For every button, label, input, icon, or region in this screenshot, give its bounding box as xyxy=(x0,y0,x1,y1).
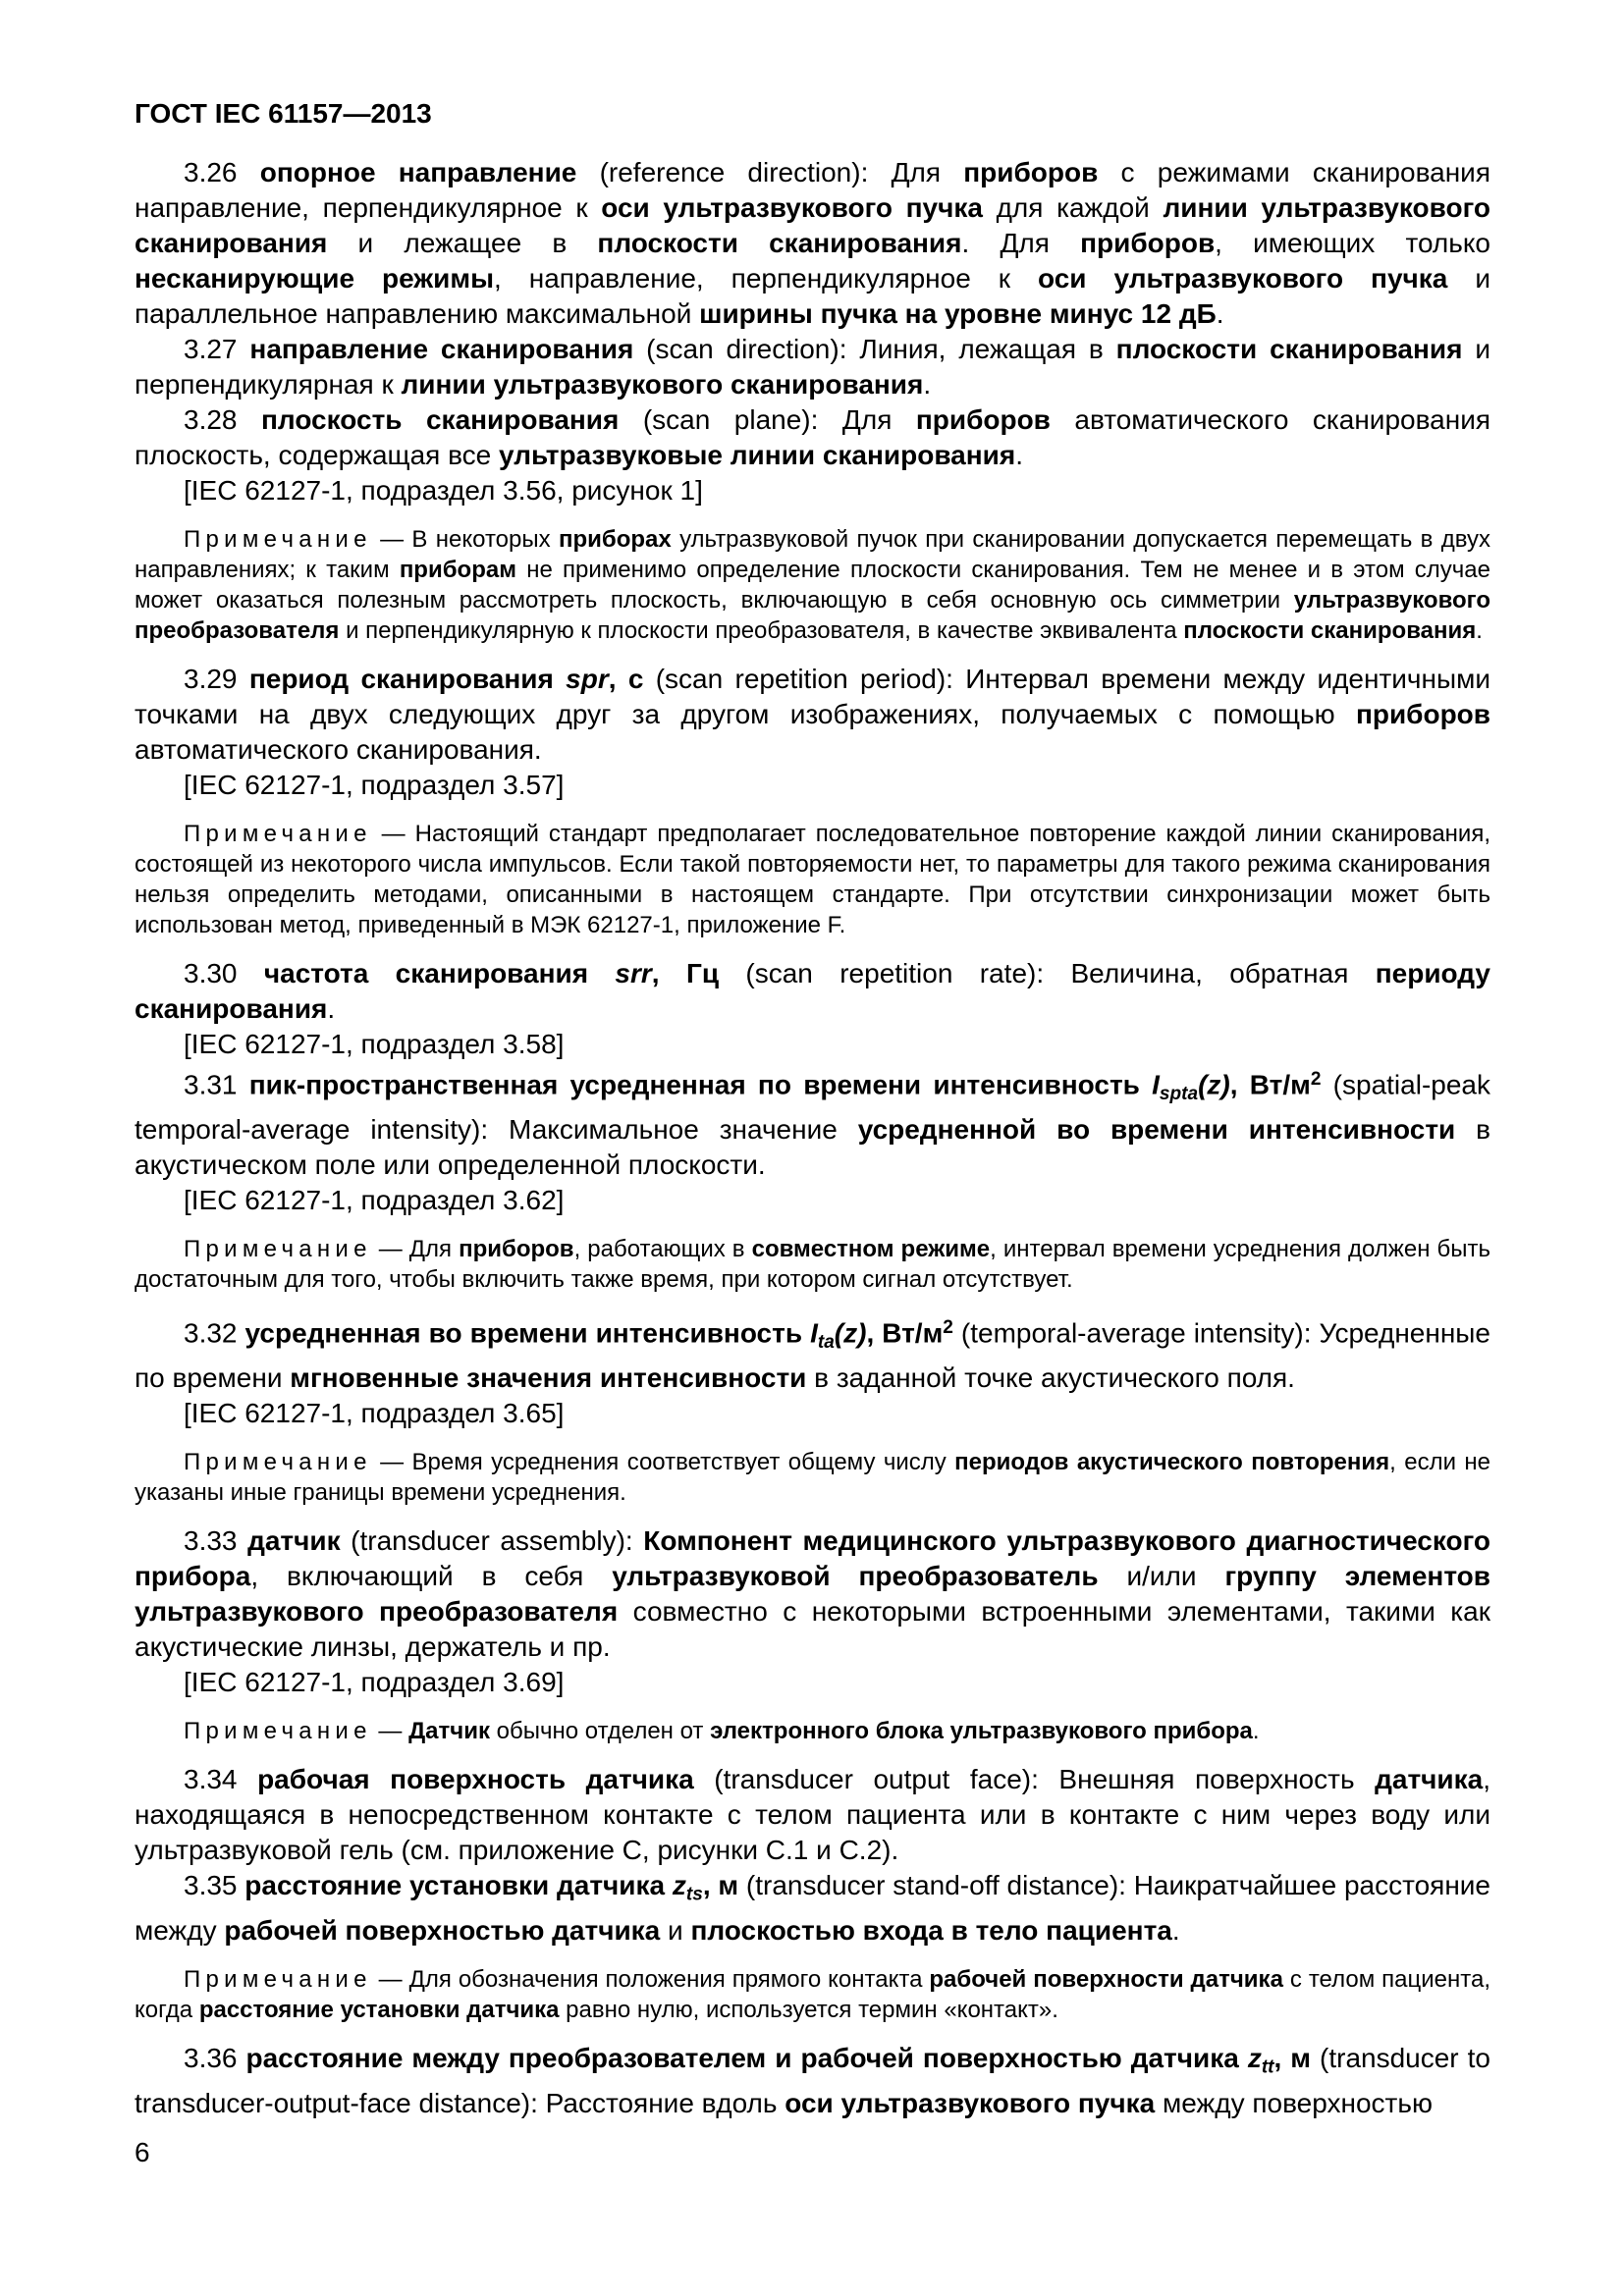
text-run: 3.31 xyxy=(184,1069,249,1100)
text-run: (scan repetition rate): Величина, обратная xyxy=(719,958,1376,988)
text-run: . xyxy=(1171,1915,1180,1947)
text-run: совместном режиме xyxy=(751,1236,991,1263)
text-run: tt xyxy=(1261,2056,1274,2078)
text-run: Примечание xyxy=(184,821,372,847)
text-run: — Время усреднения соответствует общему числу xyxy=(371,1449,955,1476)
text-run: плоскости сканирования xyxy=(597,228,962,258)
text-run: [IEC 62127-1, подраздел 3.69] xyxy=(184,1667,565,1698)
text-run: . xyxy=(1015,440,1023,470)
definition-3-28 xyxy=(135,402,1490,473)
iec-reference-2 xyxy=(135,768,1490,803)
note-1 xyxy=(135,524,1490,646)
text-run: ультразвукового преобразователя xyxy=(135,587,1490,644)
text-run: 3.32 xyxy=(184,1317,245,1349)
text-run: [IEC 62127-1, подраздел 3.56, рисунок 1] xyxy=(184,475,703,506)
text-run: , с xyxy=(608,664,644,694)
text-run: , если не указаны иные границы времени усреднения. xyxy=(135,1449,1490,1507)
note-3 xyxy=(135,1234,1490,1295)
text-run: между поверхностью xyxy=(1155,2087,1433,2118)
text-run: , Вт/м xyxy=(1229,1069,1311,1100)
text-run: мгновенные значения интенсивности xyxy=(290,1362,807,1394)
text-run: рабочей поверхности датчика xyxy=(929,1966,1283,1994)
text-run: плоскостью входа в тело пациента xyxy=(690,1915,1172,1947)
text-run: 3.33 xyxy=(184,1525,248,1557)
note-4 xyxy=(135,1447,1490,1508)
iec-reference-5 xyxy=(135,1396,1490,1431)
text-run: в заданной точке акустического поля. xyxy=(806,1362,1295,1394)
text-run: 3.36 xyxy=(184,2043,246,2074)
text-run: — Настоящий стандарт предполагает последовательное повторение каждой линии сканирования, состоящей из некоторого числа импульсов. Если такой повторяемости нет, то параметры для такого режима сканирования нельзя определить методами, описанными в настоящем стандарте. При отсутствии синхронизации может быть использован метод, приведенный в МЭК 62127-1, приложение F. xyxy=(135,821,1490,938)
text-run: несканирующие режимы xyxy=(135,263,494,294)
text-run: ts xyxy=(685,1885,703,1906)
text-run: усредненной во времени интенсивности xyxy=(857,1114,1456,1146)
text-run: , направление, перпендикулярное к xyxy=(494,263,1038,294)
text-run: пик-пространственная усредненная по времени интенсивность xyxy=(248,1069,1153,1100)
text-run: периодов акустического повторения xyxy=(954,1449,1390,1476)
text-run: 2 xyxy=(1310,1069,1322,1090)
text-run: I xyxy=(810,1317,818,1349)
text-run: , м xyxy=(702,1870,739,1901)
iec-reference-6 xyxy=(135,1665,1490,1700)
text-run: — Для обозначения положения прямого контакта xyxy=(371,1966,930,1994)
text-run: направление сканирования xyxy=(249,334,634,364)
text-run: рабочей поверхностью датчика xyxy=(224,1915,661,1947)
definition-3-29 xyxy=(135,662,1490,768)
text-run: (temporal-average intensity): Усредненные по времени xyxy=(135,1317,1490,1394)
text-run: приборов xyxy=(915,404,1051,435)
text-run: и/или xyxy=(1098,1561,1225,1592)
text-run: [IEC 62127-1, подраздел 3.62] xyxy=(184,1185,565,1216)
text-run: (transducer stand-off distance): Наикратчайшее расстояние между xyxy=(135,1870,1491,1947)
document-header: ГОСТ IEC 61157—2013 xyxy=(135,98,432,129)
text-run: , имеющих только xyxy=(1215,228,1490,258)
text-run: Примечание xyxy=(184,1449,372,1476)
text-run: ширины пучка на уровне минус 12 дБ xyxy=(699,298,1217,329)
text-run: датчика xyxy=(1375,1764,1484,1795)
definition-3-33 xyxy=(135,1523,1490,1665)
text-run: spta xyxy=(1159,1084,1199,1105)
text-run: плоскости сканирования xyxy=(1183,617,1477,644)
text-run: плоскость сканирования xyxy=(260,404,620,435)
text-run: (scan direction): Линия, лежащая в xyxy=(633,334,1116,364)
text-run: ультразвуковые линии сканирования xyxy=(499,440,1016,470)
text-run: (reference direction): Для xyxy=(576,157,964,187)
text-run: [IEC 62127-1, подраздел 3.65] xyxy=(184,1398,565,1429)
text-run: 3.34 xyxy=(184,1764,258,1795)
text-run: z xyxy=(1247,2043,1262,2074)
text-run: приборов xyxy=(1080,228,1216,258)
text-run: рабочая поверхность датчика xyxy=(257,1764,694,1795)
text-run: оси ультразвукового пучка xyxy=(601,192,983,223)
text-run: с телом пациента, когда xyxy=(135,1966,1490,2024)
text-run: 3.26 xyxy=(184,157,260,187)
text-run: и xyxy=(660,1915,691,1947)
definition-3-34 xyxy=(135,1762,1490,1868)
text-run: 3.35 xyxy=(184,1870,245,1901)
text-run: (transducer output face): Внешняя поверхность xyxy=(693,1764,1376,1795)
text-run: и перпендикулярная к xyxy=(135,334,1490,400)
text-run: Примечание xyxy=(184,1718,372,1745)
text-run: 3.29 xyxy=(184,664,249,694)
text-run: приборам xyxy=(399,557,516,583)
text-run: плоскости сканирования xyxy=(1115,334,1463,364)
note-6 xyxy=(135,1964,1490,2025)
text-run: 2 xyxy=(943,1317,953,1339)
text-run: приборов xyxy=(1355,699,1490,729)
text-run: Примечание xyxy=(184,526,372,553)
text-run: I xyxy=(1152,1069,1160,1100)
text-run: . xyxy=(1476,617,1483,644)
text-run: — Для xyxy=(371,1236,460,1263)
text-run: с режимами сканирования направление, перпендикулярное к xyxy=(135,157,1490,223)
text-run: приборов xyxy=(963,157,1099,187)
text-run: 3.27 xyxy=(184,334,250,364)
text-run: Примечание xyxy=(184,1966,372,1994)
text-run: . xyxy=(923,369,932,400)
text-run: [IEC 62127-1, подраздел 3.58] xyxy=(184,1029,565,1059)
document-content xyxy=(135,155,1490,2121)
text-run: , Вт/м xyxy=(866,1317,944,1349)
text-run: период сканирования xyxy=(248,664,567,694)
definition-3-36 xyxy=(135,2041,1490,2121)
text-run: расстояние между преобразователем и рабочей поверхностью датчика xyxy=(245,2043,1248,2074)
text-run: (scan plane): Для xyxy=(619,404,916,435)
text-run: z xyxy=(672,1870,686,1901)
text-run: линии ультразвукового сканирования xyxy=(135,192,1491,258)
text-run: группу элементов ультразвукового преобразователя xyxy=(135,1561,1490,1628)
text-run: автоматического сканирования плоскость, содержащая все xyxy=(135,404,1490,470)
text-run: , работающих в xyxy=(573,1236,752,1263)
text-run: частота сканирования xyxy=(263,958,616,988)
text-run: опорное направление xyxy=(259,157,577,187)
text-run: расстояние установки датчика xyxy=(244,1870,673,1901)
text-run: датчик xyxy=(247,1525,341,1557)
text-run: Примечание xyxy=(184,1236,372,1263)
iec-reference-1 xyxy=(135,473,1490,508)
definition-3-30 xyxy=(135,956,1490,1027)
definition-3-31 xyxy=(135,1062,1490,1183)
text-run: Датчик xyxy=(408,1718,490,1745)
text-run: электронного блока ультразвукового прибора xyxy=(710,1718,1253,1745)
text-run: и лежащее в xyxy=(327,228,598,258)
text-run: , м xyxy=(1273,2043,1312,2074)
text-run: периоду сканирования xyxy=(135,958,1490,1024)
text-run: совместно с некоторыми встроенными элементами, такими как акустические линзы, держатель и пр. xyxy=(135,1596,1490,1663)
text-run: (spatial-peak temporal-average intensity): Максимальное значение xyxy=(135,1069,1490,1146)
text-run: обычно отделен от xyxy=(489,1718,711,1745)
text-run: , интервал времени усреднения должен быть достаточным для того, чтобы включить также время, при котором сигнал отсутствует. xyxy=(135,1236,1490,1294)
definition-3-27 xyxy=(135,332,1490,402)
text-run: приборах xyxy=(558,526,672,553)
text-run: (transducer to transducer-output-face distance): Расстояние вдоль xyxy=(135,2043,1490,2118)
text-run: равно нулю, используется термин «контакт». xyxy=(559,1997,1058,2024)
text-run: , Гц xyxy=(651,958,720,988)
text-run: оси ультразвукового пучка xyxy=(785,2087,1156,2118)
text-run: . xyxy=(327,993,336,1024)
text-run: Компонент медицинского ультразвукового диагностического прибора xyxy=(135,1525,1491,1592)
note-2 xyxy=(135,819,1490,940)
text-run: оси ультразвукового пучка xyxy=(1038,263,1448,294)
text-run: [IEC 62127-1, подраздел 3.57] xyxy=(184,770,565,800)
page-number: 6 xyxy=(135,2136,150,2167)
text-run: . xyxy=(1252,1718,1260,1745)
text-run: ta xyxy=(817,1332,835,1354)
text-run: для каждой xyxy=(982,192,1164,223)
text-run: (z) xyxy=(834,1317,867,1349)
text-run: приборов xyxy=(459,1236,574,1263)
text-run: — В некоторых xyxy=(371,526,559,553)
text-run: не применимо определение плоскости сканирования. Тем не менее и в этом случае может оказаться полезным рассмотреть плоскость, включающую в себя основную ось симметрии xyxy=(135,557,1490,614)
text-run: , включающий в себя xyxy=(250,1561,613,1592)
text-run: . Для xyxy=(961,228,1081,258)
text-run: (z) xyxy=(1198,1069,1230,1100)
text-run: ультразвуковой преобразователь xyxy=(612,1561,1099,1592)
definition-3-26 xyxy=(135,155,1490,332)
definition-3-35 xyxy=(135,1868,1490,1949)
iec-reference-4 xyxy=(135,1183,1490,1218)
text-run: . xyxy=(1216,298,1224,329)
text-run: (transducer assembly): xyxy=(340,1525,644,1557)
text-run: и перпендикулярную к плоскости преобразователя, в качестве эквивалента xyxy=(339,617,1184,644)
text-run: 3.28 xyxy=(184,404,261,435)
text-run: автоматического сканирования. xyxy=(135,734,542,765)
text-run: в акустическом поле или определенной плоскости. xyxy=(135,1114,1491,1181)
note-5 xyxy=(135,1716,1490,1746)
definition-3-32 xyxy=(135,1310,1490,1396)
text-run: srr xyxy=(615,958,652,988)
text-run: ультразвуковой пучок при сканировании допускается перемещать в двух направлениях; к таким xyxy=(135,526,1490,583)
text-run: расстояние установки датчика xyxy=(198,1997,560,2024)
text-run: и параллельное направлению максимальной xyxy=(135,263,1490,329)
text-run: — xyxy=(371,1718,409,1745)
iec-reference-3 xyxy=(135,1027,1490,1062)
text-run: , находящаяся в непосредственном контакте с телом пациента или в контакте с ним через воду или ультразвуковой гель (см. приложение C, рисунки C.1 и C.2). xyxy=(135,1764,1490,1866)
text-run: 3.30 xyxy=(184,958,264,988)
text-run: линии ультразвукового сканирования xyxy=(401,369,924,400)
text-run: усредненная во времени интенсивность xyxy=(244,1317,811,1349)
text-run: spr xyxy=(566,664,609,694)
text-run: (scan repetition period): Интервал времени между идентичными точками на двух следующих друг за другом изображениях, получаемых с помощью xyxy=(135,664,1491,729)
